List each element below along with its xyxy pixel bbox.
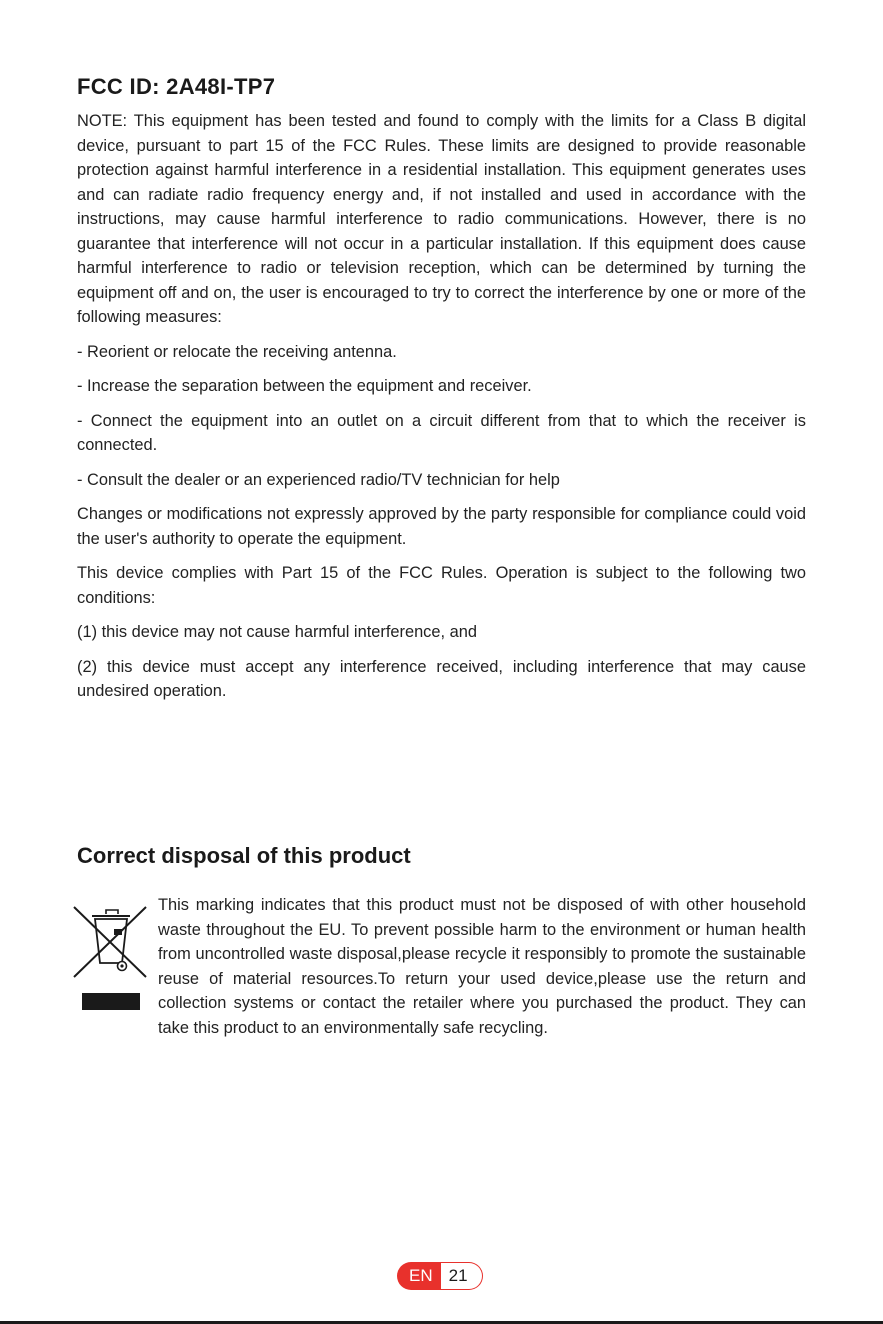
page-number-badge — [397, 1262, 483, 1290]
measure-item: - Reorient or relocate the receiving antenna. — [77, 342, 397, 361]
disposal-heading: Correct disposal of this product — [77, 843, 411, 868]
fcc-id-heading: FCC ID: 2A48I-TP7 — [77, 74, 276, 99]
measure-item: - Increase the separation between the equipment and receiver. — [77, 377, 532, 395]
part15-paragraph: This device complies with Part 15 of the FCC Rules. Operation is subject to the following two conditions: — [77, 564, 806, 607]
changes-paragraph: Changes or modifications not expressly approved by the party responsible for compliance could void the user's authority to operate the equipment. — [77, 505, 806, 548]
weee-crossed-bin-icon — [70, 905, 152, 1013]
measure-item: - Connect the equipment into an outlet on a circuit different from that to which the receiver is connected. — [77, 411, 806, 454]
condition-item: (2) this device must accept any interference received, including interference that may cause undesired operation. — [77, 657, 806, 700]
fcc-statement — [77, 109, 806, 714]
measure-item: - Consult the dealer or an experienced radio/TV technician for help — [77, 470, 560, 489]
language-label: EN — [397, 1262, 441, 1290]
page-number: 21 — [441, 1262, 483, 1290]
condition-item: (1) this device may not cause harmful interference, and — [77, 623, 477, 641]
fcc-note-paragraph: NOTE: This equipment has been tested and found to comply with the limits for a Class B digital device, pursuant to part 15 of the FCC Rules. These limits are designed to provide reasonable protection against harmful interference in a residential installation. This equipment generates uses and can radiate radio frequency energy and, if not installed and used in accordance with the instructions, may cause harmful interference to radio communications. However, there is no guarantee that interference will not occur in a particular installation. If this equipment does cause harmful interference to radio or television reception, which can be determined by turning the equipment off and on, the user is encouraged to try to correct the interference by one or more of the following measures: — [77, 112, 806, 326]
disposal-paragraph: This marking indicates that this product must not be disposed of with other household waste throughout the EU. To prevent possible harm to the environment or human health from uncontrolled waste disposal,please recycle it responsibly to promote the sustainable reuse of material resources.To return your used device,please use the return and collection systems or contact the retailer where you purchased the product. They can take this product to an environmentally safe recycling. — [158, 896, 806, 1037]
